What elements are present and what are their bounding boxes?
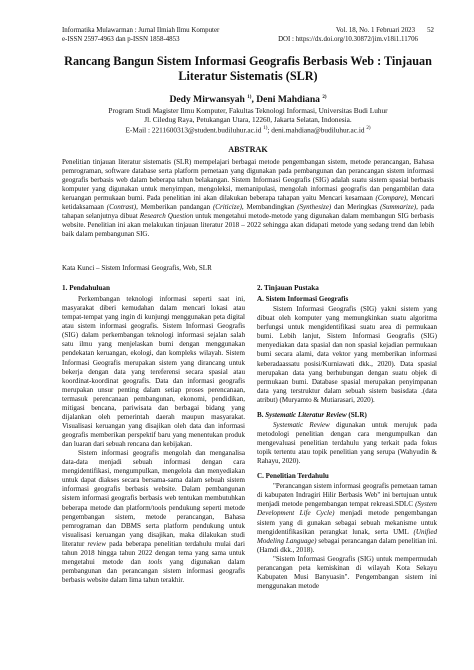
abstract-heading: ABSTRAK bbox=[228, 145, 268, 154]
paper-title-line2: Literatur Sistematis (SLR) bbox=[178, 68, 318, 83]
page-number: 52 bbox=[427, 27, 434, 34]
body-paragraph: Sistem informasi geografis mengolah dan menganalisa data-data menjadi sebuah informasi dengan cara mengidentifikasi, mengumpulkan, mengelola dan menyediakan untuk dapat diakses secara bersama-sama dalam sebuah sistem informasi geografis berbasis website. Dalam pembangunan sistem informasi geografis berbasis web tentukan membutuhkan beberapa metode dan platform/tools pendukung seperti metode pengembangan sistem, metode perancangan, Bahasa pemrograman dan DBMS serta platform pendukung untuk visualisasi keruangan yang disajikan, maka dilakukan studi literatur review pada beberapa penelitian terdahulu mulai dari tahun 2018 hingga tahun 2022 dengan tema yang sama untuk mengetahui metode dan tools yang digunakan dalam pembangunan dan perancangan sistem informasi geografis berbasis website dalam lima tahun terakhir. bbox=[62, 449, 246, 584]
volume-and-page bbox=[336, 27, 434, 35]
subsection-heading-prior-research: C. Penelitian Terdahulu bbox=[257, 472, 329, 481]
author-separator: , bbox=[251, 94, 257, 106]
body-paragraph: Sistem Informasi Geografis (SIG) yakni sistem yang dibuat oleh komputer yang memungkinkan suatu algoritma berfungsi untuk mengidentifikasi suatu area di permukaan bumi. Lebih lanjut, Sistem Informasi Geografis (SIG) menyediakan data spasial dan non spasial kejadian permukaan bumi secara alami, data vektor yang memberikan informasi keberadaassatu posisi/Kurniawati dkk., 2020). Data spasial merupakan data yang berhubungan dengan suatu objek di permukaan bumi. Database spasial merupakan penyimpanan data yang terstruktur dalam sebuah sistem basisdata .(data atribut) (Muryamto & Mutiarasari, 2020). bbox=[257, 305, 437, 404]
author-name: Dedy Mirwansyah bbox=[169, 94, 245, 106]
doi-info: DOI : https://dx.doi.org/10.30872/jim.v18i1.11706 bbox=[278, 36, 418, 43]
body-paragraph: "Sistem Informasi Geografis (SIG) untuk mempermudah perancangan peta kemiskinan di wilayah Kota Sekayu Kabupaten Musi Banyuasin". Pengembangan sistem ini menggunakan metode bbox=[257, 554, 437, 590]
affiliation-line: Program Studi Magister Ilmu Komputer, Fakultas Teknologi Informasi, Universitas Budi Luhur bbox=[108, 106, 388, 115]
body-paragraph: "Perancangan sistem informasi geografis pemetaan taman di kabupaten Indragiri Hilir Berbasis Web" ini bertujuan untuk menjadi metode pengembangan tempat rekreasi.SDLC (System Development Life Cycle) menjadi metode pengembangan sistem yang di gunakan sebagai sebuah mekanisme untuk mengidentifikasikan perangkat lunak, serta UML (Unified Modeling Language) sebagai perancangan dalam penelitian ini.(Hamdi dkk., 2018). bbox=[257, 482, 437, 554]
abstract-text: Penelitian tinjauan literatur sistematis (SLR) mempelajari berbagai metode pengembangan sistem, metode perancangan, Bahasa pemrograman, software database serta platform pemetaan yang digunakan pada pembangunan dan perancangan sistem informasi geografis berbasis web dalam beberapa tahun belakangan. Sistem Informasi Geografis (SIG) adalah suatu sistem spasial berbasis komputer yang digunakan untuk menyimpan, mengoleksi, memanipulasi, mengolah informasi geografis dan pengambilan data keruangan permukaan bumi. Pada penelitian ini akan dilakukan beberapa tahapan yaitu Mencari kesamaan (Compare), Mencari ketidaksamaan (Contrast), Memberikan pandangan (Criticize), Membandingkan (Synthesize) dan Meringkas (Summarize), pada tahapan selanjutnya dibuat Research Question untuk mengetahui metode-metode yang digunakan dalam membangun SIG berbasis website. Penelitian ini akan melakukan tinjauan literatur 2018 – 2022 sehingga akan didapati metode yang sedang trend dan lebih baik dalam pembangunan SIG. bbox=[62, 158, 435, 239]
body-paragraph: Systematic Review digunakan untuk merujuk pada metodologi penelitian dengan cara mengumpulkan dan mengevaluasi penelitian terdahulu yang terkait pada fokus topik tertentu atau topik penelitian yang serupa (Wahyudin & Rahayu, 2020). bbox=[257, 420, 437, 466]
author-list bbox=[62, 92, 434, 105]
body-paragraph: Perkembangan teknologi informasi seperti saat ini, masyarakat diberi kemudahan dalam mencari lokasi atau tempat-tempat yang ingin di kunjungi menggunakan peta digital atau sistem informasi geografis. Sistem Informasi Geografis (SIG) dalam perkembangan teknologi informasi sejalan salah satu ilmu yang menjelaskan bumi dengan menggunakan pendekatan keruangan, ekologi, dan kompleks wilayah. Sistem Informasi Geografis merupakan sistem yang dirancang untuk bekerja dengan data yang tereferensi secara spasial atau koordinat-koordinat geografis. Data dan informasi geografis merupakan unsur penting dalam setiap proses perencanaan, termasuk perencanaan pembangunan, ekonomi, pendidikan, mitigasi bencana, pariwisata dan berbagai bidang yang dijalankan oleh pemerintah daerah maupun masyarakat. Visualisasi keruangan yang disajikan oleh data dan informasi geografis memberikan perspektif baru yang menentukan produk dan luaran dari sebuah rencana dan kebijakan. bbox=[62, 295, 245, 449]
author-name: Deni Mahdiana bbox=[256, 94, 320, 106]
affiliation-email: E-Mail : 2211600313@student.budiluhur.ac.id $^{1)}$; deni.mahdiana@budiluhur.ac.id $^{2)}$ bbox=[125, 125, 371, 135]
section-heading-literature: 2. Tinjauan Pustaka bbox=[257, 284, 319, 292]
affiliation-address: Jl. Ciledug Raya, Petukangan Utara, 12260, Jakarta Selatan, Indonesia. bbox=[144, 115, 352, 125]
paper-title-line1: Rancang Bangun Sistem Informasi Geografis Berbasis Web : Tinjauan bbox=[64, 54, 432, 68]
section-heading-introduction: 1. Pendahuluan bbox=[62, 284, 110, 292]
journal-name: Informatika Mulawarman : Jurnal Ilmiah Ilmu Komputer bbox=[62, 27, 220, 34]
right-column bbox=[257, 284, 437, 591]
issn-info: e-ISSN 2597-4963 dan p-ISSN 1858-4853 bbox=[62, 36, 180, 43]
left-column bbox=[62, 284, 245, 585]
subsection-heading-sig: A. Sistem Informasi Geografis bbox=[257, 295, 349, 304]
author-marker: 2) bbox=[322, 95, 327, 100]
author-marker: 1) bbox=[247, 95, 252, 100]
affiliation-block bbox=[62, 106, 434, 135]
keywords-line: Kata Kunci – Sistem Informasi Geografis, Web, SLR bbox=[62, 264, 212, 272]
subsection-heading-slr: B. Systematic Literatur Review (SLR) bbox=[257, 410, 367, 419]
paper-title bbox=[62, 54, 434, 83]
volume-info: Vol. 18, No. 1 Februari 2023 bbox=[335, 27, 416, 34]
